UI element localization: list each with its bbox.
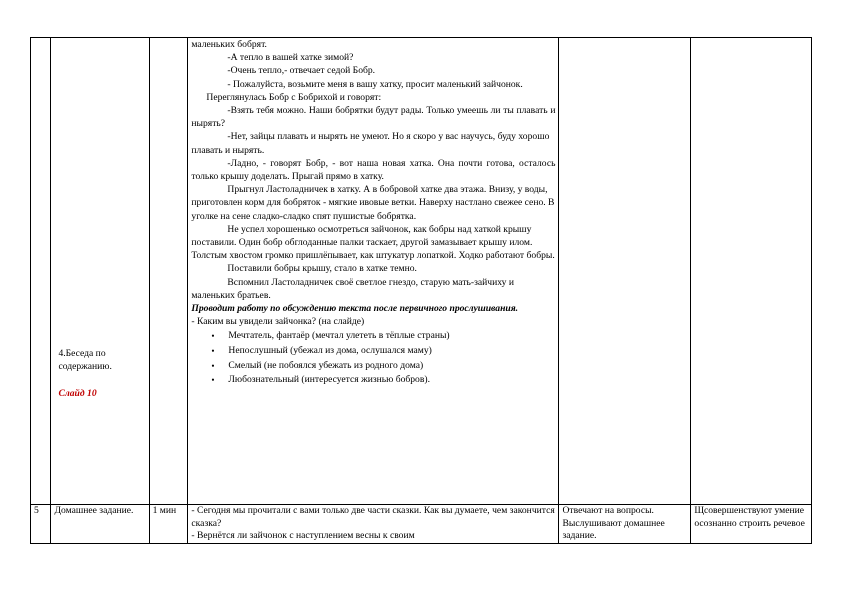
story-line: Переглянулась Бобр с Бобрихой и говорят: xyxy=(206,91,382,103)
stage-title: 4.Беседа по содержанию. xyxy=(58,348,112,372)
students-activity-cell xyxy=(559,38,691,505)
stage-number-cell xyxy=(31,505,51,544)
bullet-icon: • xyxy=(211,375,215,386)
trait-text: Смелый (не побоялся убежать из родного дома) xyxy=(228,359,424,371)
trait-text: Непослушный (убежал из дома, ослушался маму) xyxy=(228,345,432,357)
time-cell xyxy=(149,38,188,505)
stage-time: 1 мин xyxy=(152,505,177,516)
story-line: Не успел хорошенько осмотреться зайчонок, как бобры над хаткой крышу поставили. Один бобр обглоданные палки таскает, другой замазывает крышу илом. Толстым хвостом громко пришлёпывает, как штукатур лопаткой. Ходко работают бобры. xyxy=(191,223,555,262)
story-line: Прыгнул Ластоладничек в хатку. А в бобровой хатке два этажа. Внизу, у воды, приготовлен корм для бобряток - мягкие ивовые ветки. Наверху настлано свежее сено. В уголке на сене сладко-сладко спят пушистые бобрятка. xyxy=(191,184,555,222)
list-item xyxy=(211,329,555,344)
lesson-plan-table xyxy=(30,37,812,544)
list-item xyxy=(211,373,555,388)
teacher-line: - Вернётся ли зайчонок с наступлением весны к своим xyxy=(191,530,415,541)
outcome-cell xyxy=(691,505,812,544)
outcome-cell xyxy=(691,38,812,505)
story-line: -Взять тебя можно. Наши бобрятки будут рады. Только умеешь ли ты плавать и нырять? xyxy=(191,105,556,130)
trait-text: Мечтатель, фантаёр (мечтал улететь в тёплые страны) xyxy=(228,330,450,342)
teacher-activity-cell xyxy=(188,505,559,544)
discussion-question: - Каким вы увидели зайчонка? (на слайде) xyxy=(191,316,365,328)
story-line: -Очень тепло,- отвечает седой Бобр. xyxy=(227,65,376,77)
time-cell xyxy=(149,505,188,544)
teacher-activity-cell xyxy=(188,38,559,505)
students-activity-cell xyxy=(559,505,691,544)
table-row xyxy=(31,505,812,544)
story-line: -Ладно, - говорят Бобр, - вот наша новая хатка. Она почти готова, осталось только крышу доделать. Прыгай прямо в хатку. xyxy=(191,157,556,183)
story-line: - Пожалуйста, возьмите меня в вашу хатку, просит маленький зайчонок. xyxy=(227,78,523,90)
stage-number-cell xyxy=(31,38,51,505)
stage-title: Домашнее задание. xyxy=(54,505,134,516)
story-line: -Нет, зайцы плавать и нырять не умеют. Но я скоро у вас научусь, буду хорошо плавать и нырять. xyxy=(191,131,550,156)
teacher-instruction: Проводит работу по обсуждению текста после первичного прослушивания. xyxy=(191,303,519,315)
stage-title-cell xyxy=(51,505,149,544)
story-line: Вспомнил Ластоладничек своё светлое гнездо, старую мать-зайчиху и маленьких братьев. xyxy=(191,276,514,301)
students-activity: Отвечают на вопросы. Выслушивают домашнее задание. xyxy=(562,505,665,541)
bullet-icon: • xyxy=(211,360,215,371)
stage-number: 5 xyxy=(34,505,39,516)
trait-text: Любознательный (интересуется жизнью бобров). xyxy=(228,374,430,386)
teacher-line: - Сегодня мы прочитали с вами только две части сказки. Как вы думаете, чем закончится сказка? xyxy=(191,505,555,529)
bullet-icon: • xyxy=(211,331,215,342)
outcome-text: Щсовершенствуют умение осознанно строить речевое xyxy=(694,505,805,529)
story-line: маленьких бобрят. xyxy=(191,39,267,50)
slide-reference: Слайд 10 xyxy=(58,388,97,399)
bullet-icon: • xyxy=(211,346,215,357)
traits-list xyxy=(191,329,555,387)
list-item xyxy=(211,344,555,359)
stage-title-cell xyxy=(51,38,149,505)
list-item xyxy=(211,359,555,374)
story-line: -А тепло в вашей хатке зимой? xyxy=(227,52,354,64)
story-line: Поставили бобры крышу, стало в хатке темно. xyxy=(227,263,417,275)
table-row xyxy=(31,38,812,505)
